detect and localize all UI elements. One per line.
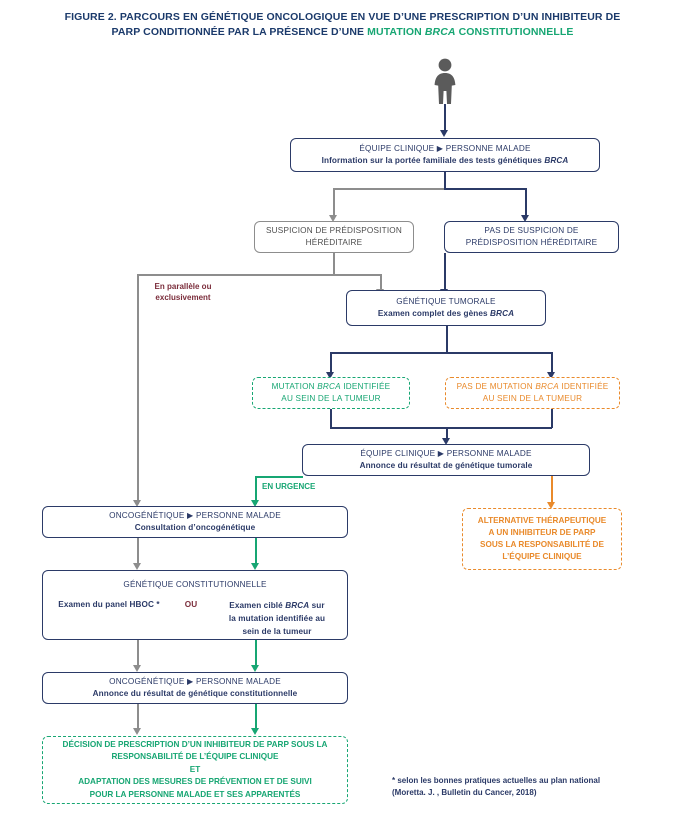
arrowhead-person-to-clinic xyxy=(440,130,448,137)
connector-announce-to-alternative xyxy=(551,476,553,505)
label-parallel xyxy=(128,281,238,303)
node-decision-line5: POUR LA PERSONNE MALADE ET SES APPARENTÉS xyxy=(89,789,301,799)
node-constitutional-left: Examen du panel HBOC * xyxy=(58,600,160,609)
connector-no-suspicion-to-tumor xyxy=(444,253,446,293)
label-en-urgence: EN URGENCE xyxy=(262,482,316,491)
node-mutation-not-found[interactable] xyxy=(445,377,620,409)
node-constitutional-title: GÉNÉTIQUE CONSTITUTIONNELLE xyxy=(123,580,267,589)
arrowhead-announce-to-decision-green xyxy=(251,728,259,735)
node-announce-constitutional-line1: ONCOGÉNÉTIQUE ▶ PERSONNE MALADE xyxy=(109,677,281,686)
connector-to-no-suspicion xyxy=(525,188,527,216)
node-mutation-found-line2: AU SEIN DE LA TUMEUR xyxy=(281,394,381,403)
connector-consult-to-constitutional-green xyxy=(255,538,257,566)
connector-no-mutation-down xyxy=(551,409,553,428)
arrowhead-consult-to-constitutional-grey xyxy=(133,563,141,570)
node-clinic-information-line1: ÉQUIPE CLINIQUE ▶ PERSONNE MALADE xyxy=(359,144,531,153)
node-announce-tumor-line2: Annonce du résultat de génétique tumorale xyxy=(359,461,533,470)
footnote-line1: * selon les bonnes pratiques actuelles au plan national xyxy=(392,776,601,785)
connector-clinic-split-stem xyxy=(444,172,446,188)
arrowhead-announce-to-decision-grey xyxy=(133,728,141,735)
connector-left-long xyxy=(137,274,139,504)
node-tumor-genetics-line2: Examen complet des gènes BRCA xyxy=(377,309,515,318)
node-prescription-decision[interactable] xyxy=(42,736,348,804)
node-clinic-information-line2: Information sur la portée familiale des tests génétiques BRCA xyxy=(321,156,569,165)
connector-tumor-to-no-mutation xyxy=(551,352,553,374)
connector-tumor-stem xyxy=(446,326,448,352)
label-parallel-line2: exclusivement xyxy=(155,293,211,302)
node-mutation-not-found-line2: AU SEIN DE LA TUMEUR xyxy=(482,394,583,403)
node-oncogenetic-consultation[interactable] xyxy=(42,506,348,538)
node-tumor-genetics[interactable] xyxy=(346,290,546,326)
connector-to-suspicion xyxy=(333,188,335,216)
footnote xyxy=(392,775,662,799)
node-announce-constitutional-result[interactable] xyxy=(42,672,348,704)
title-line-1: PARCOURS EN GÉNÉTIQUE ONCOLOGIQUE EN VUE D’UNE PRESCRIPTION D’UN INHIBITEUR DE xyxy=(119,11,621,23)
node-oncogenetic-consultation-line2: Consultation d’oncogénétique xyxy=(134,523,256,532)
connector-suspicion-down xyxy=(333,253,335,275)
connector-constitutional-to-announce-grey xyxy=(137,640,139,668)
node-suspicion-line2: HÉRÉDITAIRE xyxy=(305,238,363,247)
person-icon xyxy=(432,58,458,104)
node-suspicion[interactable] xyxy=(254,221,414,253)
connector-suspicion-to-tumor-h xyxy=(335,274,382,276)
node-clinic-information[interactable] xyxy=(290,138,600,172)
connector-constitutional-to-announce-green xyxy=(255,640,257,668)
node-no-suspicion[interactable] xyxy=(444,221,619,253)
arrowhead-constitutional-to-announce-grey xyxy=(133,665,141,672)
connector-urgence-left xyxy=(255,476,303,478)
connector-tumor-left xyxy=(330,352,447,354)
node-oncogenetic-consultation-line1: ONCOGÉNÉTIQUE ▶ PERSONNE MALADE xyxy=(109,511,281,520)
node-tumor-genetics-line1: GÉNÉTIQUE TUMORALE xyxy=(396,297,496,306)
connector-consult-to-constitutional-grey xyxy=(137,538,139,566)
node-alternative-line2: A UN INHIBITEUR DE PARP xyxy=(488,528,596,537)
connector-tumor-right xyxy=(446,352,552,354)
node-alternative-line1: ALTERNATIVE THÉRAPEUTIQUE xyxy=(477,516,607,525)
node-mutation-found[interactable] xyxy=(252,377,410,409)
node-constitutional-or: OU xyxy=(184,600,198,609)
connector-merge-announce xyxy=(330,427,552,429)
node-announce-tumor-line1: ÉQUIPE CLINIQUE ▶ PERSONNE MALADE xyxy=(360,449,532,458)
node-no-suspicion-line2: PRÉDISPOSITION HÉRÉDITAIRE xyxy=(465,238,598,247)
node-no-suspicion-line1: PAS DE SUSPICION DE xyxy=(484,226,579,235)
connector-person-to-clinic xyxy=(444,104,446,131)
connector-split-right xyxy=(444,188,526,190)
node-decision-line2: RESPONSABILITÉ DE L’ÉQUIPE CLINIQUE xyxy=(111,752,279,762)
figure-title xyxy=(20,10,665,40)
title-line-2a: PARP CONDITIONNÉE PAR LA PRÉSENCE D’UNE xyxy=(111,26,365,38)
connector-split-left xyxy=(333,188,445,190)
footnote-line2: (Moretta. J. , Bulletin du Cancer, 2018) xyxy=(392,788,537,797)
node-announce-tumor-result[interactable] xyxy=(302,444,590,476)
connector-tumor-to-mutation xyxy=(330,352,332,374)
label-parallel-line1: En parallèle ou xyxy=(154,282,212,291)
node-decision-line3: ET xyxy=(189,764,201,774)
node-alternative-line3: SOUS LA RESPONSABILITÉ DE xyxy=(480,540,604,549)
node-announce-constitutional-line2: Annonce du résultat de génétique constitutionnelle xyxy=(92,689,298,698)
connector-mutation-down xyxy=(330,409,332,428)
connector-announce-to-decision-grey xyxy=(137,704,139,731)
node-constitutional-right: Examen ciblé BRCA sur la mutation identifiée au sein de la tumeur xyxy=(228,601,326,636)
arrowhead-consult-to-constitutional-green xyxy=(251,563,259,570)
connector-suspicion-left xyxy=(137,274,335,276)
node-suspicion-line1: SUSPICION DE PRÉDISPOSITION xyxy=(266,226,402,235)
node-alternative-line4: L’ÉQUIPE CLINIQUE xyxy=(502,552,582,561)
node-mutation-found-line1: MUTATION BRCA IDENTIFIÉE xyxy=(271,382,391,391)
node-decision-line1: DÉCISION DE PRESCRIPTION D’UN INHIBITEUR DE PARP SOUS LA xyxy=(62,739,328,749)
node-mutation-not-found-line1: PAS DE MUTATION BRCA IDENTIFIÉE xyxy=(456,382,609,391)
node-alternative-therapy[interactable] xyxy=(462,508,622,570)
figure-number: FIGURE 2. xyxy=(64,11,117,23)
node-decision-line4: ADAPTATION DES MESURES DE PRÉVENTION ET DE SUIVI xyxy=(78,777,312,787)
connector-announce-to-decision-green xyxy=(255,704,257,731)
title-highlight: MUTATION BRCA CONSTITUTIONNELLE xyxy=(367,26,574,38)
arrowhead-constitutional-to-announce-green xyxy=(251,665,259,672)
node-constitutional-genetics[interactable] xyxy=(42,570,348,640)
